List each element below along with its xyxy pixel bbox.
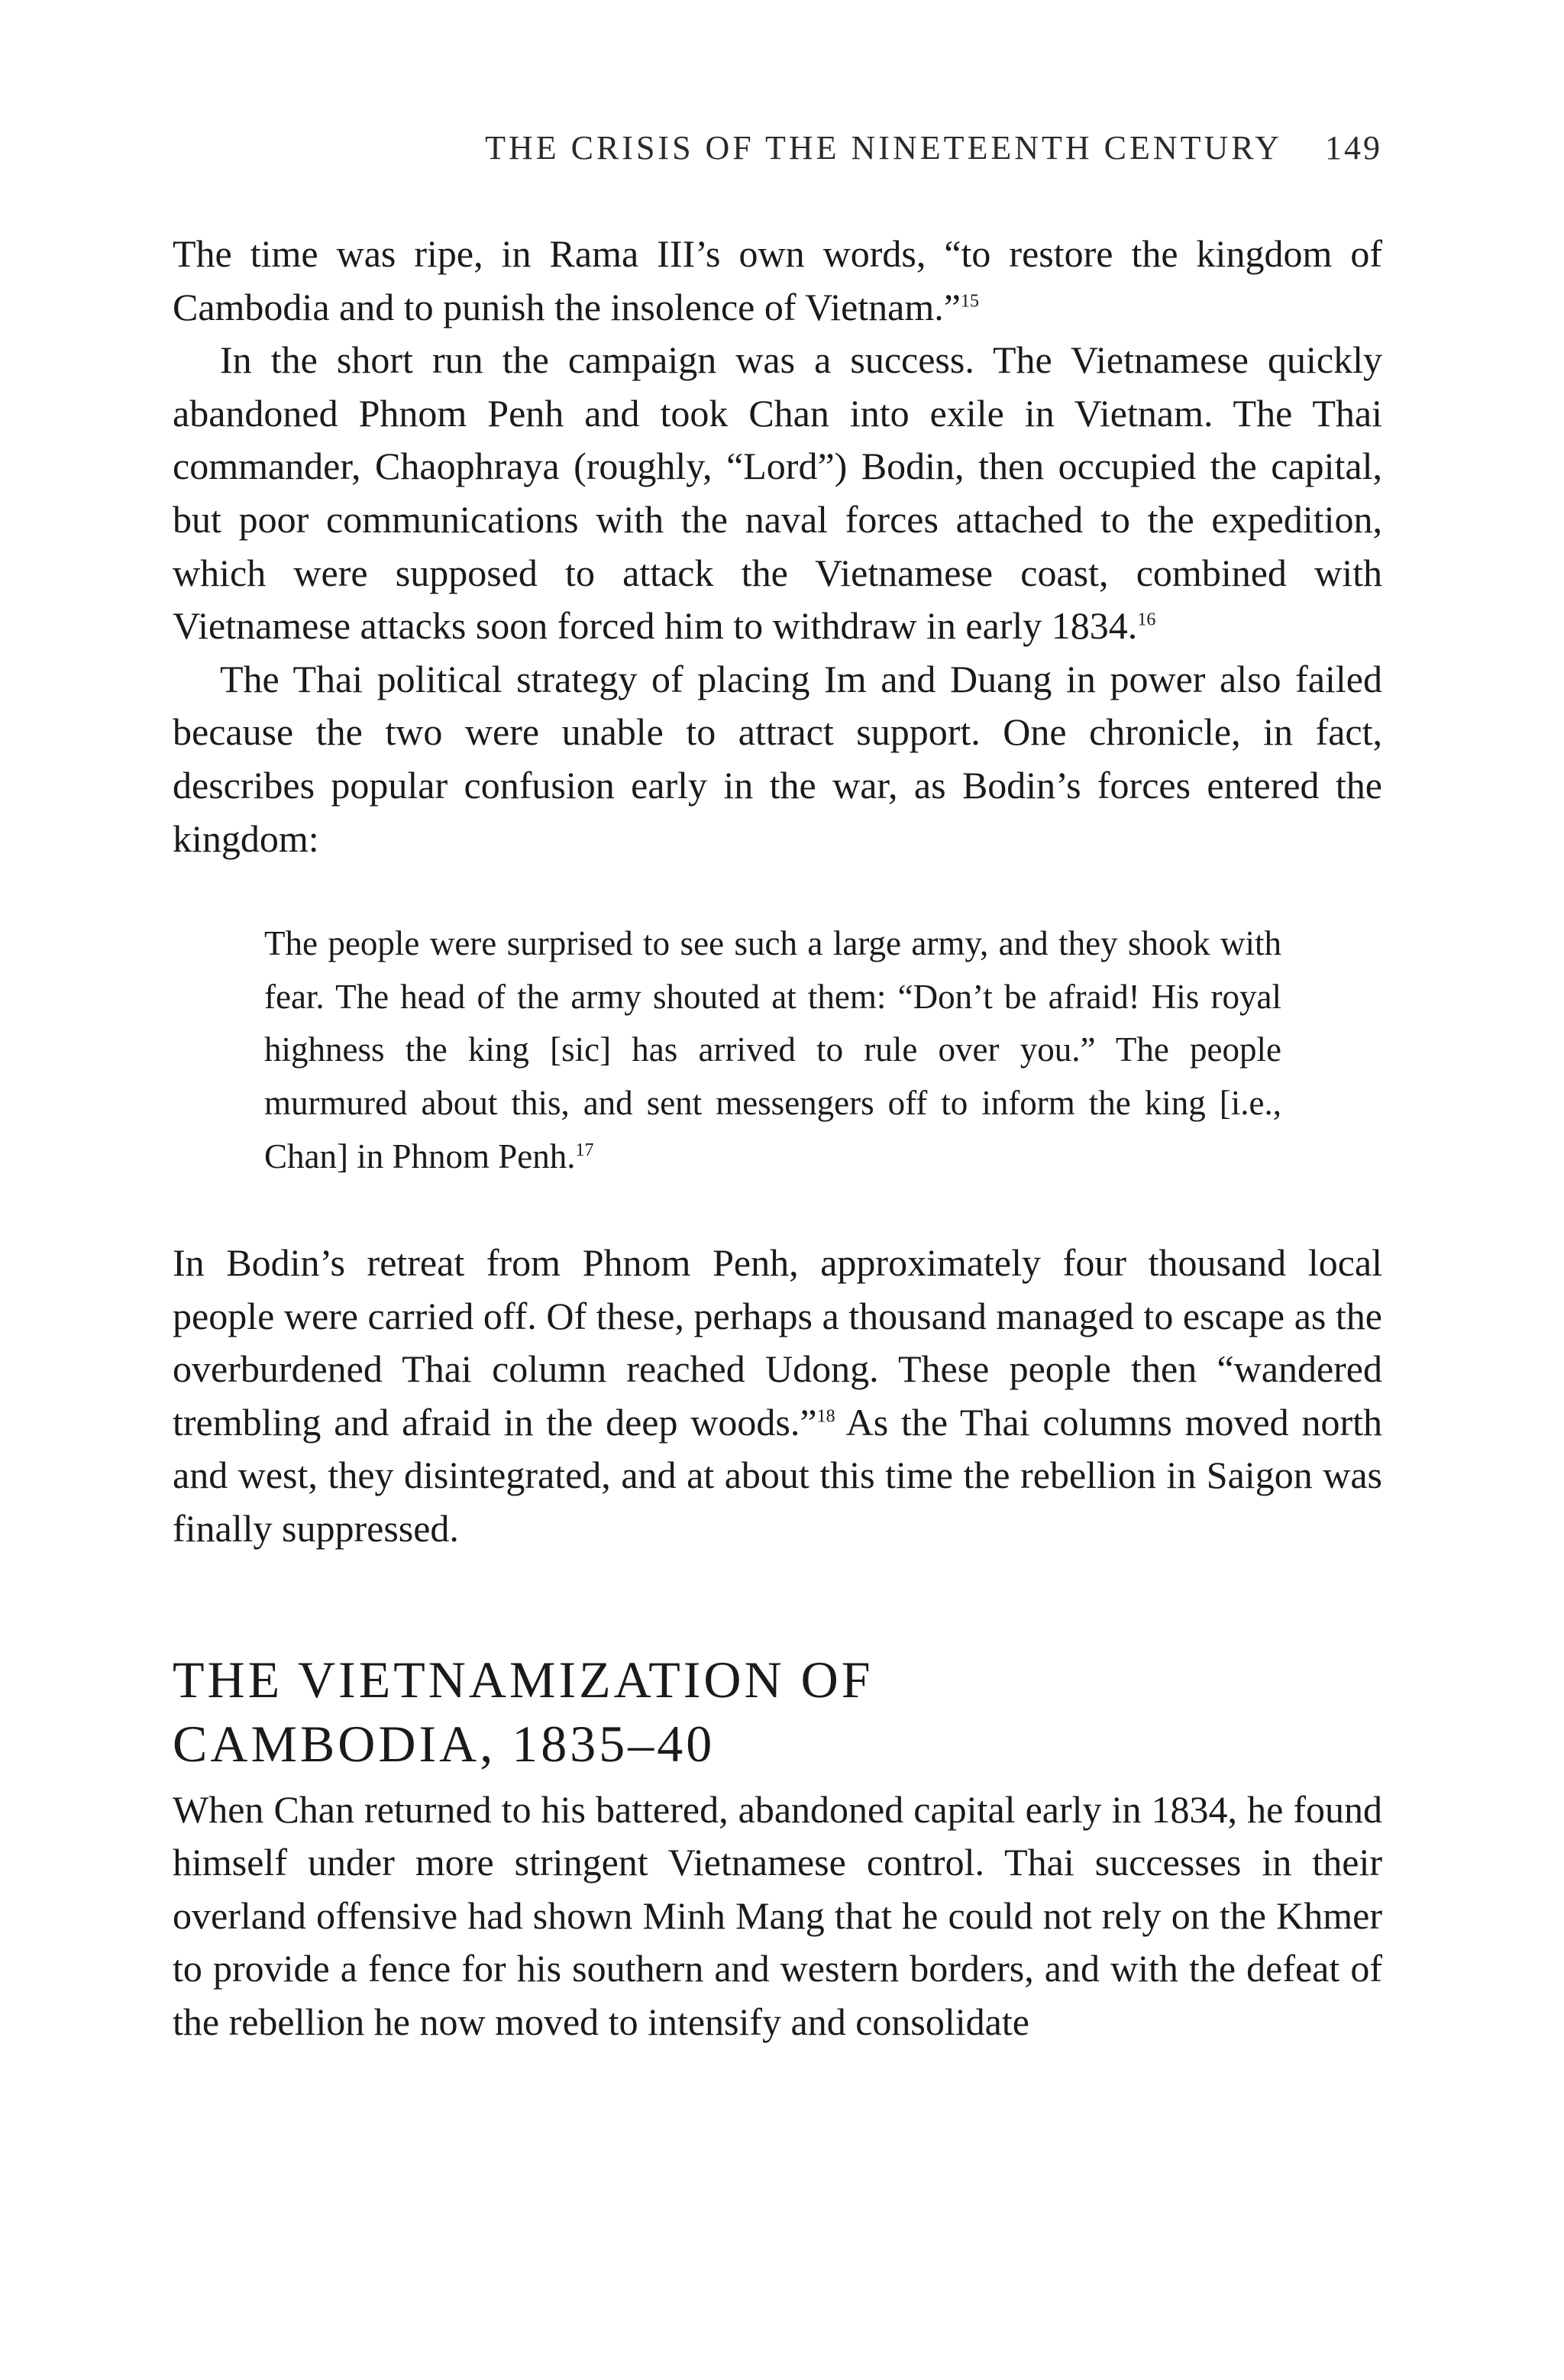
paragraph-4-text-a: In Bodin’s retreat from Phnom Penh, approximately four thousand local people were carried off. Of these, perhaps a thousand managed to escape as the overburdened Thai column reached Udong. These people then “wandered trembling and afraid in the deep woods.” — [173, 1241, 1382, 1444]
page-number: 149 — [1325, 129, 1382, 167]
paragraph-5-text: When Chan returned to his battered, abandoned capital early in 1834, he found himself under more stringent Vietnamese control. Thai successes in their overland offensive had shown Minh Mang that he could not rely on the Khmer to provide a fence for his southern and western borders, and with the defeat of the rebellion he now moved to intensify and consolidate — [173, 1787, 1382, 2044]
paragraph-2 — [173, 334, 1382, 653]
footnote-ref-16: 16 — [1137, 610, 1156, 630]
footnote-ref-15: 15 — [960, 290, 979, 311]
paragraph-3-text: The Thai political strategy of placing Im and Duang in power also failed because the two were unable to attract support. One chronicle, in fact, describes popular confusion early in the war, as Bodin’s forces entered the kingdom: — [173, 657, 1382, 860]
paragraph-1 — [173, 228, 1382, 334]
paragraph-5 — [173, 1783, 1382, 2049]
paragraph-4 — [173, 1237, 1382, 1556]
footnote-ref-18: 18 — [816, 1406, 835, 1427]
footnote-ref-17: 17 — [575, 1140, 594, 1160]
section-heading — [173, 1648, 1382, 1776]
paragraph-2-text: In the short run the campaign was a success. The Vietnamese quickly abandoned Phnom Penh and took Chan into exile in Vietnam. The Thai commander, Chaophraya (roughly, “Lord”) Bodin, then occupied the capital, but poor communications with the naval forces attached to the expedition, which were supposed to attack the Vietnamese coast, combined with Vietnamese attacks soon forced him to withdraw in early 1834. — [173, 338, 1382, 648]
section-heading-line-1: THE VIETNAMIZATION OF — [173, 1650, 874, 1709]
block-quote — [264, 917, 1281, 1183]
section-heading-line-2: CAMBODIA, 1835–40 — [173, 1714, 716, 1773]
paragraph-3 — [173, 653, 1382, 865]
paragraph-1-text: The time was ripe, in Rama III’s own words, “to restore the kingdom of Cambodia and to punish the insolence of Vietnam.” — [173, 232, 1382, 328]
running-head — [173, 128, 1382, 167]
running-head-title: THE CRISIS OF THE NINETEENTH CENTURY — [485, 129, 1282, 167]
paragraph-4-text-b: As the Thai columns moved north and west, they disintegrated, and at about this time the rebellion in Saigon was finally suppressed. — [173, 1400, 1382, 1551]
body-text — [173, 228, 1382, 2049]
block-quote-text: The people were surprised to see such a large army, and they shook with fear. The head of the army shouted at them: “Don’t be afraid! His royal highness the king [sic] has arrived to rule over you.” The people murmured about this, and sent messengers off to inform the king [i.e., Chan] in Phnom Penh. — [264, 924, 1281, 1175]
